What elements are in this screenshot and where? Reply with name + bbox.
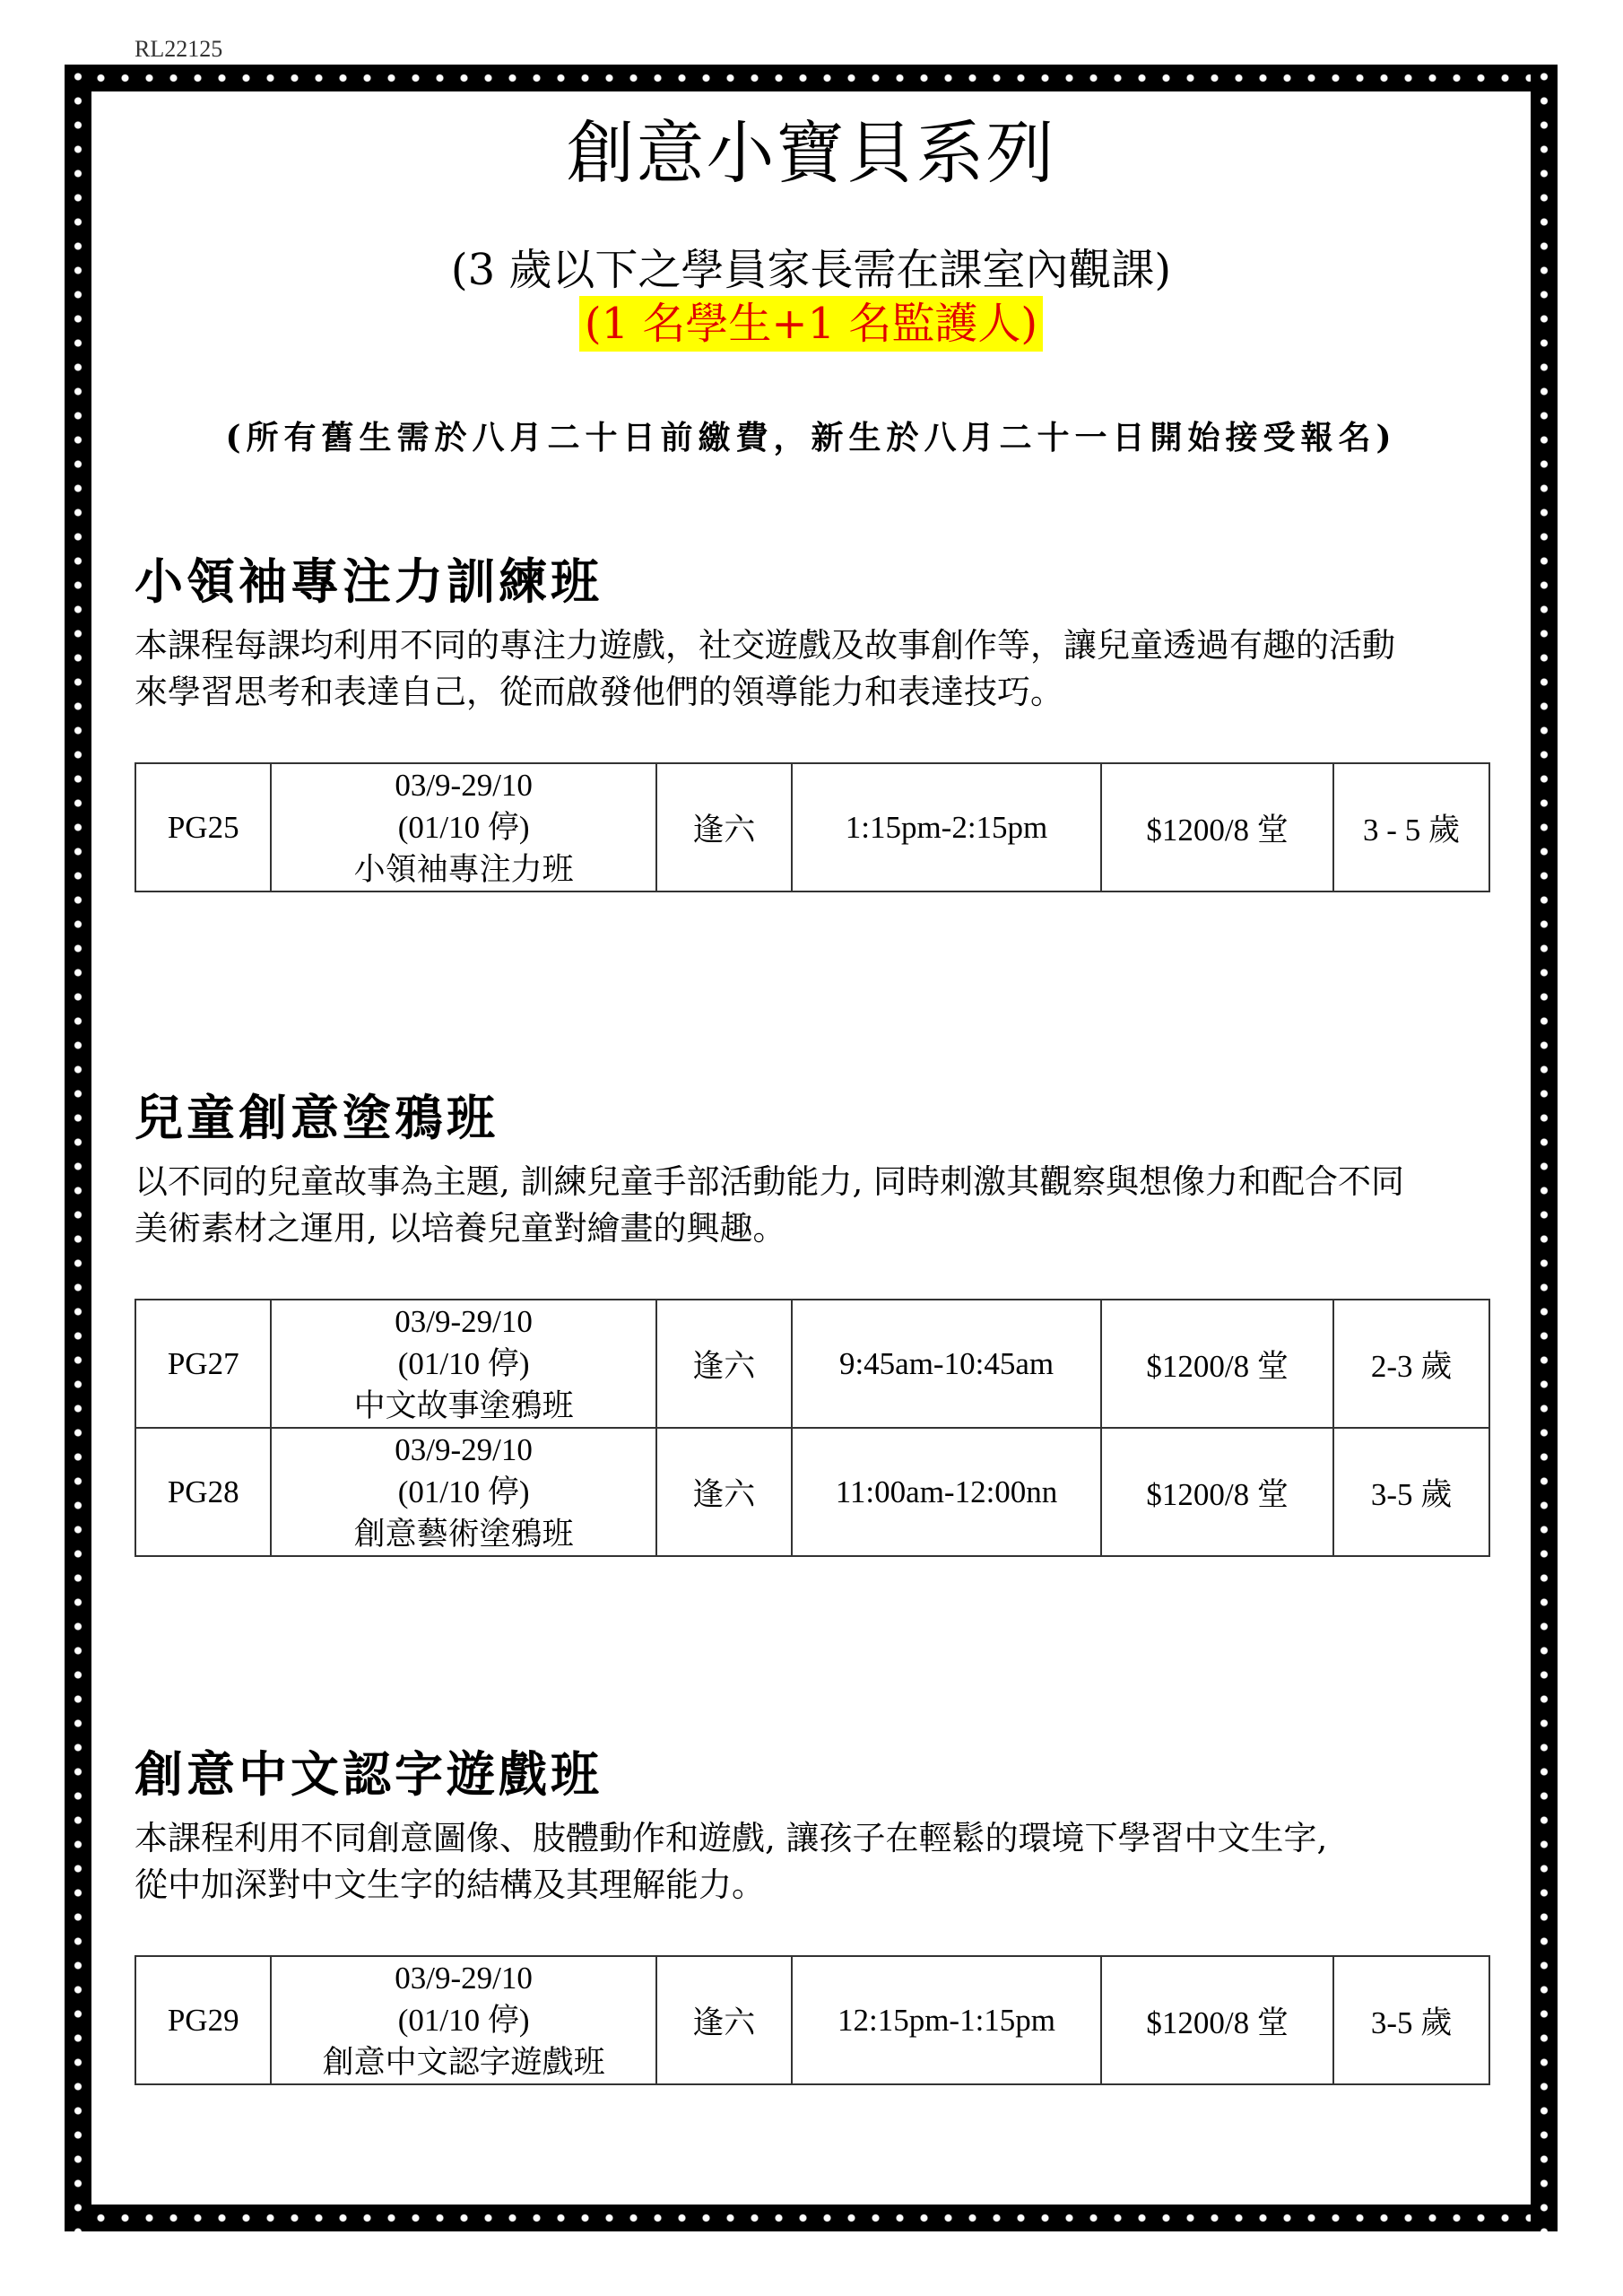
section-title: 小領袖專注力訓練班 — [135, 553, 603, 610]
border-top — [65, 65, 1558, 91]
course-code: PG29 — [135, 1956, 271, 2084]
border-bottom — [65, 2205, 1558, 2231]
course-fee: $1200/8 堂 — [1101, 1956, 1333, 2084]
course-date: 03/9-29/10 — [395, 1961, 533, 1996]
course-time: 9:45am-10:45am — [792, 1300, 1101, 1428]
course-pause: (01/10 停) — [397, 2003, 530, 2038]
page-title: 創意小寶貝系列 — [566, 113, 1056, 193]
border-left — [65, 65, 91, 2231]
course-pause: (01/10 停) — [397, 1346, 530, 1381]
course-date: 03/9-29/10 — [395, 1432, 533, 1467]
course-time: 12:15pm-1:15pm — [792, 1956, 1101, 2084]
course-name: 創意藝術塗鴉班 — [353, 1517, 574, 1552]
course-table — [135, 1955, 1490, 2085]
course-fee: $1200/8 堂 — [1101, 1428, 1333, 1556]
section-leadership — [135, 551, 1488, 892]
course-day: 逢六 — [656, 1956, 792, 2084]
course-date-cell — [271, 1956, 655, 2084]
course-name: 創意中文認字遊戲班 — [322, 2045, 605, 2080]
course-date-cell — [271, 1300, 655, 1428]
course-table — [135, 762, 1490, 892]
course-time: 11:00am-12:00nn — [792, 1428, 1101, 1556]
page-content — [91, 91, 1531, 2205]
table-row — [135, 763, 1489, 891]
course-day: 逢六 — [656, 1300, 792, 1428]
course-date: 03/9-29/10 — [395, 768, 533, 803]
document-code: RL22125 — [135, 36, 223, 62]
section-description: 本課程每課均利用不同的專注力遊戲，社交遊戲及故事創作等，讓兒童透過有趣的活動 來學習思考和表達自己，從而啟發他們的領導能力和表達技巧。 — [135, 626, 1395, 711]
subtitle: (3 歲以下之學員家長需在課室內觀課) — [450, 245, 1172, 295]
section-description: 本課程利用不同創意圖像、肢體動作和遊戲, 讓孩子在輕鬆的環境下學習中文生字, 從中加深對中文生字的結構及其理解能力。 — [135, 1819, 1328, 1904]
table-row — [135, 1300, 1489, 1428]
course-pause: (01/10 停) — [397, 1474, 530, 1509]
section-description: 以不同的兒童故事為主題, 訓練兒童手部活動能力, 同時刺激其觀察與想像力和配合不同 美術素材之運用, 以培養兒童對繪畫的興趣。 — [135, 1162, 1405, 1248]
subtitle-highlight: (1 名學生+1 名監護人) — [579, 296, 1043, 352]
course-fee: $1200/8 堂 — [1101, 1300, 1333, 1428]
course-name: 小領袖專注力班 — [353, 852, 574, 887]
course-age: 3-5 歲 — [1333, 1428, 1489, 1556]
course-time: 1:15pm-2:15pm — [792, 763, 1101, 891]
section-doodle — [135, 1087, 1488, 1557]
course-code: PG28 — [135, 1428, 271, 1556]
course-day: 逢六 — [656, 763, 792, 891]
course-fee: $1200/8 堂 — [1101, 763, 1333, 891]
subtitle-highlight-wrap — [91, 296, 1531, 352]
course-code: PG25 — [135, 763, 271, 891]
course-code: PG27 — [135, 1300, 271, 1428]
course-table — [135, 1299, 1490, 1557]
section-title: 創意中文認字遊戲班 — [135, 1746, 603, 1803]
course-age: 3 - 5 歲 — [1333, 763, 1489, 891]
course-age: 3-5 歲 — [1333, 1956, 1489, 2084]
registration-notice: (所有舊生需於八月二十日前繳費，新生於八月二十一日開始接受報名) — [225, 419, 1397, 457]
course-date-cell — [271, 763, 655, 891]
table-row — [135, 1428, 1489, 1556]
section-chinese-words — [135, 1744, 1488, 2085]
section-title: 兒童創意塗鴉班 — [135, 1090, 499, 1146]
course-date: 03/9-29/10 — [395, 1304, 533, 1339]
table-row — [135, 1956, 1489, 2084]
course-age: 2-3 歲 — [1333, 1300, 1489, 1428]
course-date-cell — [271, 1428, 655, 1556]
border-right — [1531, 65, 1558, 2231]
course-pause: (01/10 停) — [397, 810, 530, 845]
course-name: 中文故事塗鴉班 — [353, 1388, 574, 1423]
course-day: 逢六 — [656, 1428, 792, 1556]
